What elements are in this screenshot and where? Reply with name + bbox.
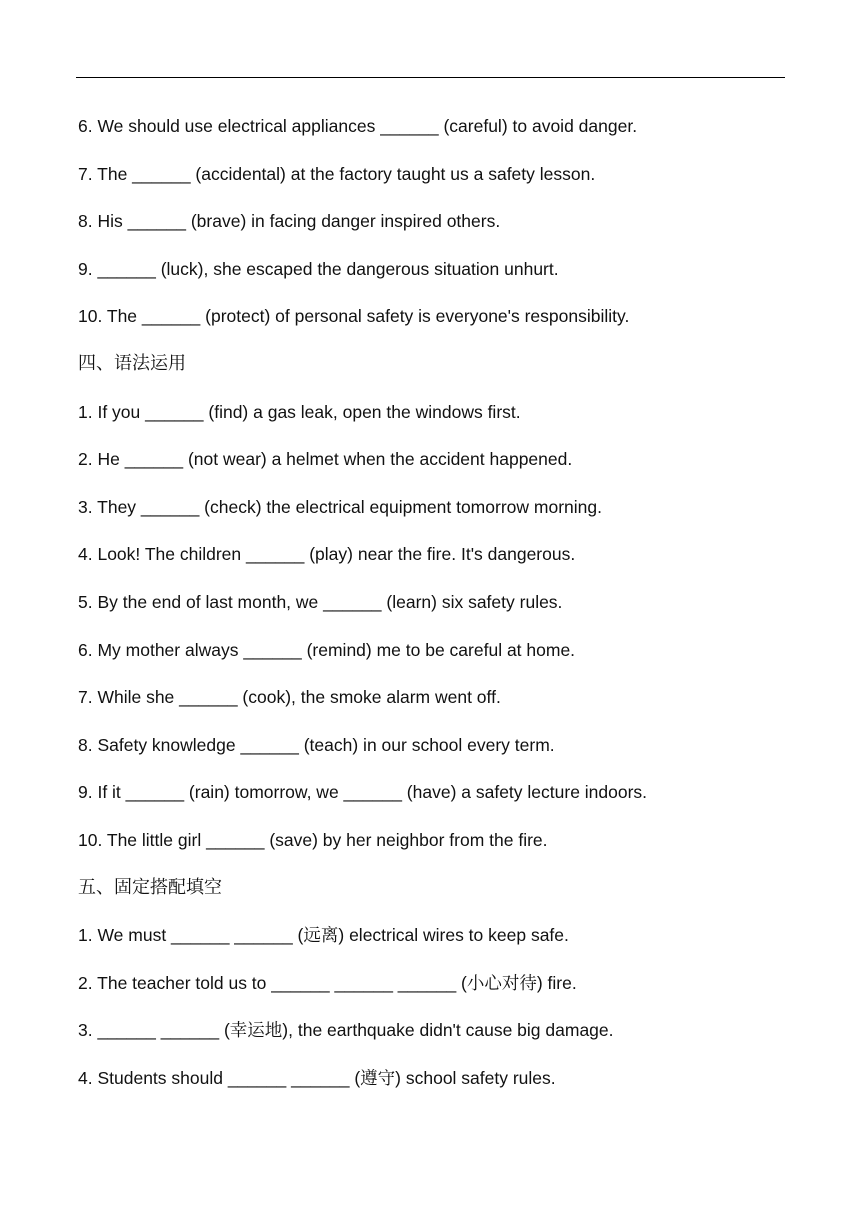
collocation-item-1: 1. We must ______ ______ (远离) electrical wires to keep safe. — [78, 925, 569, 946]
grammar-item-8: 8. Safety knowledge ______ (teach) in our school every term. — [78, 734, 555, 755]
exercise-item-7: 7. The ______ (accidental) at the factory taught us a safety lesson. — [78, 163, 596, 184]
section-heading-collocations: 五、固定搭配填空 — [78, 876, 222, 898]
exercise-item-9: 9. ______ (luck), she escaped the dangerous situation unhurt. — [78, 258, 559, 279]
grammar-item-9: 9. If it ______ (rain) tomorrow, we ______ (have) a safety lecture indoors. — [78, 782, 648, 803]
collocation-item-4: 4. Students should ______ ______ (遵守) school safety rules. — [78, 1067, 556, 1088]
grammar-item-4: 4. Look! The children ______ (play) near the fire. It's dangerous. — [78, 544, 576, 565]
grammar-item-2: 2. He ______ (not wear) a helmet when the accident happened. — [78, 449, 573, 470]
exercise-item-6: 6. We should use electrical appliances ______ (careful) to avoid danger. — [78, 116, 638, 136]
grammar-item-6: 6. My mother always ______ (remind) me to be careful at home. — [78, 639, 576, 660]
collocation-item-2: 2. The teacher told us to ______ ______ ______ (小心对待) fire. — [78, 972, 577, 993]
grammar-item-3: 3. They ______ (check) the electrical equipment tomorrow morning. — [78, 496, 602, 517]
worksheet-content — [78, 109, 798, 1108]
header-rule — [76, 77, 785, 78]
grammar-item-10: 10. The little girl ______ (save) by her neighbor from the fire. — [78, 829, 548, 850]
grammar-item-5: 5. By the end of last month, we ______ (learn) six safety rules. — [78, 591, 563, 612]
exercise-item-10: 10. The ______ (protect) of personal safety is everyone's responsibility. — [78, 306, 630, 327]
exercise-item-8: 8. His ______ (brave) in facing danger inspired others. — [78, 211, 501, 232]
collocation-item-3: 3. ______ ______ (幸运地), the earthquake didn't cause big damage. — [78, 1020, 614, 1041]
grammar-item-1: 1. If you ______ (find) a gas leak, open the windows first. — [78, 401, 521, 422]
section-heading-grammar: 四、语法运用 — [78, 352, 186, 374]
grammar-item-7: 7. While she ______ (cook), the smoke alarm went off. — [78, 687, 501, 708]
